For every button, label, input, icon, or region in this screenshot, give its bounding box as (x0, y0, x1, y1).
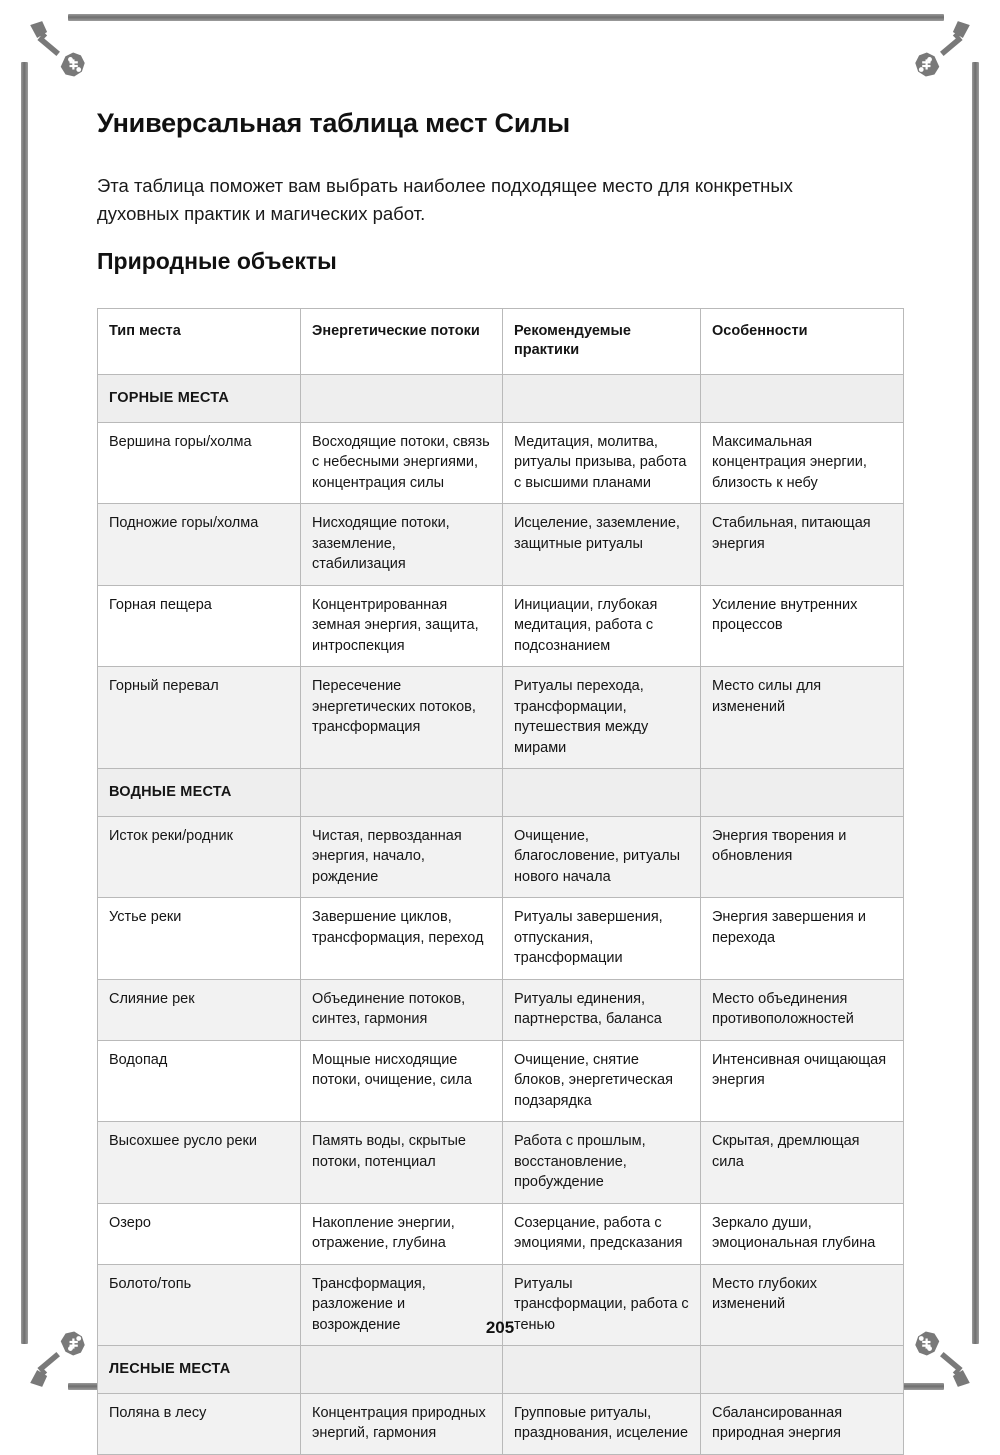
table-section-row (98, 769, 904, 817)
table-body (98, 375, 904, 1455)
cell-practices: Очищение, снятие блоков, энергетическая подзарядка (503, 1040, 701, 1122)
cell-place-type: Подножие горы/холма (98, 504, 301, 586)
column-header-place-type: Тип места (98, 309, 301, 375)
page-frame-left-rule (21, 62, 28, 1344)
cell-place-type: Слияние рек (98, 979, 301, 1040)
cell-energy-flows: Мощные нисходящие потоки, очищение, сила (301, 1040, 503, 1122)
cell-practices: Ритуалы завершения, отпускания, трансформации (503, 898, 701, 980)
page-frame-right-rule (972, 62, 979, 1344)
cell-place-type: Горная пещера (98, 585, 301, 667)
cell-practices: Ритуалы трансформации, работа с тенью (503, 1264, 701, 1346)
table-row (98, 898, 904, 980)
cell-practices: Групповые ритуалы, празднования, исцеление (503, 1393, 701, 1454)
cell-practices: Работа с прошлым, восстановление, пробуждение (503, 1122, 701, 1204)
cell-place-type: Озеро (98, 1203, 301, 1264)
cell-place-type: Исток реки/родник (98, 816, 301, 898)
cell-features: Усиление внутренних процессов (701, 585, 904, 667)
section-empty-cell (301, 1346, 503, 1394)
section-label: ВОДНЫЕ МЕСТА (98, 769, 301, 817)
table-header-row (98, 309, 904, 375)
cell-energy-flows: Концентрированная земная энергия, защита, интроспекция (301, 585, 503, 667)
section-label: ЛЕСНЫЕ МЕСТА (98, 1346, 301, 1394)
cell-features: Стабильная, питающая энергия (701, 504, 904, 586)
cell-features: Интенсивная очищающая энергия (701, 1040, 904, 1122)
cell-practices: Ритуалы единения, партнерства, баланса (503, 979, 701, 1040)
cell-practices: Инициации, глубокая медитация, работа с подсознанием (503, 585, 701, 667)
cell-energy-flows: Пересечение энергетических потоков, трансформация (301, 667, 503, 769)
table-row (98, 979, 904, 1040)
table-row (98, 667, 904, 769)
section-empty-cell (503, 769, 701, 817)
section-heading: Природные объекты (97, 248, 337, 274)
cell-features: Место силы для изменений (701, 667, 904, 769)
power-places-table (97, 308, 904, 1455)
cell-features: Зеркало души, эмоциональная глубина (701, 1203, 904, 1264)
cell-practices: Медитация, молитва, ритуалы призыва, работа с высшими планами (503, 422, 701, 504)
cell-features: Энергия творения и обновления (701, 816, 904, 898)
cell-energy-flows: Чистая, первозданная энергия, начало, рождение (301, 816, 503, 898)
cell-practices: Созерцание, работа с эмоциями, предсказания (503, 1203, 701, 1264)
intro-paragraph: Эта таблица поможет вам выбрать наиболее подходящее место для конкретных духовных практик и магических работ. (97, 175, 793, 224)
cell-energy-flows: Объединение потоков, синтез, гармония (301, 979, 503, 1040)
cell-features: Энергия завершения и перехода (701, 898, 904, 980)
cell-energy-flows: Накопление энергии, отражение, глубина (301, 1203, 503, 1264)
table-row (98, 1393, 904, 1454)
key-ornament-icon (18, 18, 110, 110)
section-empty-cell (301, 769, 503, 817)
cell-place-type: Горный перевал (98, 667, 301, 769)
page-title: Универсальная таблица мест Силы (97, 108, 571, 138)
cell-energy-flows: Концентрация природных энергий, гармония (301, 1393, 503, 1454)
section-empty-cell (701, 769, 904, 817)
section-empty-cell (503, 375, 701, 423)
column-header-practices: Рекомендуемые практики (503, 309, 701, 375)
table-row (98, 422, 904, 504)
cell-energy-flows: Память воды, скрытые потоки, потенциал (301, 1122, 503, 1204)
cell-energy-flows: Восходящие потоки, связь с небесными энергиями, концентрация силы (301, 422, 503, 504)
column-header-energy-flows: Энергетические потоки (301, 309, 503, 375)
table-row (98, 504, 904, 586)
cell-features: Место объединения противоположностей (701, 979, 904, 1040)
table-section-row (98, 375, 904, 423)
table-section-row (98, 1346, 904, 1394)
cell-practices: Очищение, благословение, ритуалы нового начала (503, 816, 701, 898)
table-head (98, 309, 904, 375)
key-ornament-icon (890, 18, 982, 110)
section-empty-cell (503, 1346, 701, 1394)
cell-practices: Исцеление, заземление, защитные ритуалы (503, 504, 701, 586)
section-empty-cell (701, 1346, 904, 1394)
section-label: ГОРНЫЕ МЕСТА (98, 375, 301, 423)
table-row (98, 1040, 904, 1122)
cell-energy-flows: Нисходящие потоки, заземление, стабилизация (301, 504, 503, 586)
cell-energy-flows: Завершение циклов, трансформация, переход (301, 898, 503, 980)
cell-place-type: Поляна в лесу (98, 1393, 301, 1454)
page-frame-top-rule (68, 14, 944, 21)
section-empty-cell (301, 375, 503, 423)
page-number: 205 (485, 1318, 515, 1337)
column-header-features: Особенности (701, 309, 904, 375)
cell-features: Сбалансированная природная энергия (701, 1393, 904, 1454)
cell-features: Место глубоких изменений (701, 1264, 904, 1346)
cell-place-type: Устье реки (98, 898, 301, 980)
table-row (98, 585, 904, 667)
cell-features: Скрытая, дремлющая сила (701, 1122, 904, 1204)
cell-place-type: Водопад (98, 1040, 301, 1122)
cell-place-type: Болото/топь (98, 1264, 301, 1346)
cell-energy-flows: Трансформация, разложение и возрождение (301, 1264, 503, 1346)
section-empty-cell (701, 375, 904, 423)
cell-features: Максимальная концентрация энергии, близость к небу (701, 422, 904, 504)
table-row (98, 816, 904, 898)
cell-place-type: Вершина горы/холма (98, 422, 301, 504)
cell-practices: Ритуалы перехода, трансформации, путешествия между мирами (503, 667, 701, 769)
cell-place-type: Высохшее русло реки (98, 1122, 301, 1204)
table-row (98, 1203, 904, 1264)
table-row (98, 1122, 904, 1204)
